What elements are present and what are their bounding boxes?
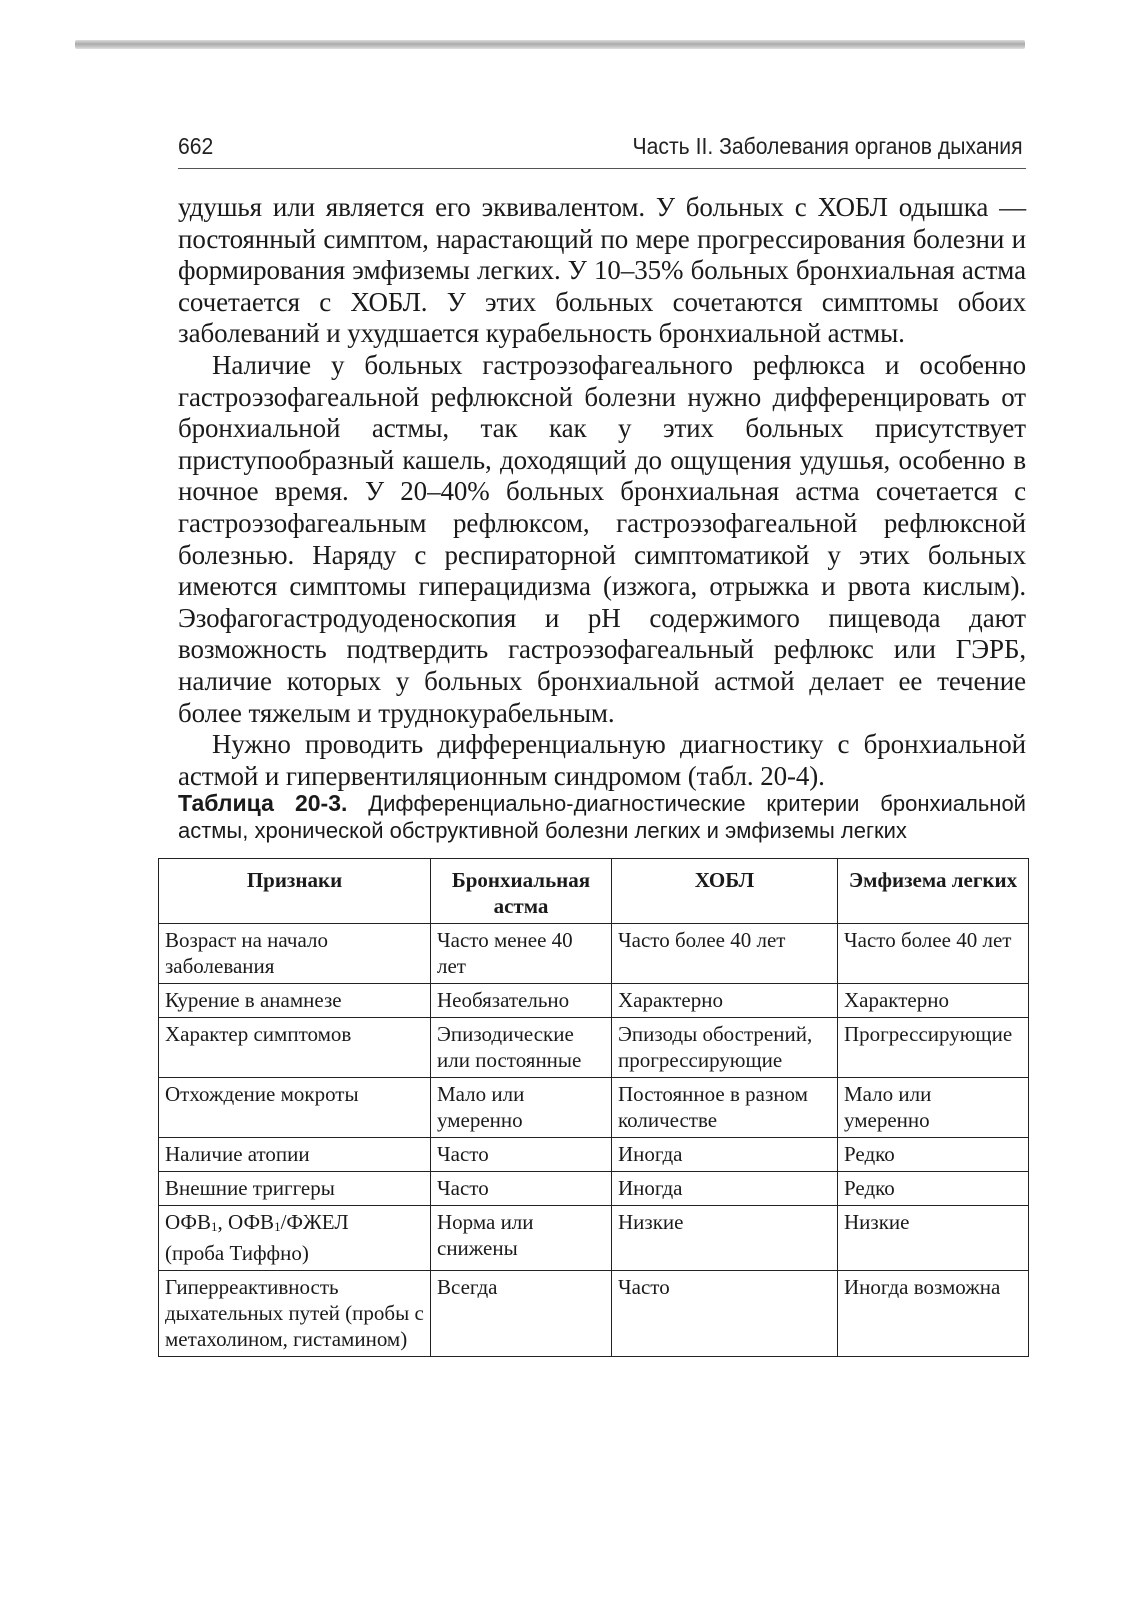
table-cell: Часто (431, 1138, 612, 1172)
paragraph-2: Наличие у больных гастроэзофагеального рефлюкса и особенно гастроэзофагеальной рефлюксной болезни нужно дифференцировать от бронхиальной астмы, так как у этих больных присутствует приступообразный кашель, доходящий до ощущения удушья, особенно в ночное время. У 20–40% больных бронхиальная астма сочетается с гастроэзофагеальным рефлюксом, гастроэзофагеальной рефлюксной болезнью. Наряду с респираторной симптоматикой у этих больных имеются симптомы гиперацидизма (изжога, отрыжка и рвота кислым). Эзофагогастродуоденоскопия и рН содержимого пищевода дают возможность подтвердить гастроэзофагеальный рефлюкс или ГЭРБ, наличие которых у больных бронхиальной астмой делает ее течение более тяжелым и труднокурабельным. (178, 349, 1026, 728)
header-cell: Эмфизема легких (838, 859, 1029, 924)
fev-subscript: 1 (211, 1219, 218, 1234)
table-cell: Характер симптомов (159, 1018, 431, 1078)
fev-ratio-subscript: 1 (274, 1219, 281, 1234)
criteria-table (158, 858, 1029, 1357)
table-row (159, 984, 1029, 1018)
table-cell: Курение в анамнезе (159, 984, 431, 1018)
table-cell: Гиперреактивность дыхательных путей (пробы с метахолином, гистамином) (159, 1271, 431, 1357)
table-caption-text: Дифференциально-диагностические критерии бронхиальной астмы, хронической обструктивной болезни легких и эмфиземы легких (178, 791, 1026, 843)
paragraph-1: удушья или является его эквивалентом. У больных с ХОБЛ одышка — постоянный симптом, нарастающий по мере прогрессирования болезни и формирования эмфиземы легких. У 10–35% больных бронхиальная астма сочетается с ХОБЛ. У этих больных сочетаются симптомы обоих заболеваний и ухудшается курабельность бронхиальной астмы. (178, 192, 1026, 349)
table-cell: Возраст на начало заболевания (159, 924, 431, 984)
table-cell: Часто (431, 1172, 612, 1206)
table-cell: Отхождение мокроты (159, 1078, 431, 1138)
table-row (159, 1018, 1029, 1078)
table-cell: Наличие атопии (159, 1138, 431, 1172)
table-cell: Часто более 40 лет (838, 924, 1029, 984)
table-cell: Редко (838, 1172, 1029, 1206)
table-cell: Характерно (612, 984, 838, 1018)
header-cell: ХОБЛ (612, 859, 838, 924)
fev-test-name: (проба Тиффно) (165, 1241, 309, 1265)
header-rule (178, 168, 1026, 169)
table-cell: Характерно (838, 984, 1029, 1018)
page-number: 662 (178, 133, 214, 159)
table-cell: Иногда (612, 1138, 838, 1172)
table-cell: Постоянное в разном количестве (612, 1078, 838, 1138)
chapter-title: Часть II. Заболевания органов дыхания (632, 133, 1023, 159)
table-cell: Всегда (431, 1271, 612, 1357)
table-cell: Низкие (612, 1206, 838, 1271)
table-cell: Мало или умеренно (838, 1078, 1029, 1138)
header-cell: Признаки (159, 859, 431, 924)
body-text (178, 192, 1026, 792)
table-cell: Иногда (612, 1172, 838, 1206)
table-cell: Иногда возможна (838, 1271, 1029, 1357)
table-cell: Часто менее 40 лет (431, 924, 612, 984)
table-cell: Прогрессирующие (838, 1018, 1029, 1078)
header-cell: Бронхиальная астма (431, 859, 612, 924)
table-row (159, 1138, 1029, 1172)
scan-shadow-edge (75, 40, 1025, 49)
table-cell: Необязательно (431, 984, 612, 1018)
table-row (159, 924, 1029, 984)
fev-ratio-label: ОФВ (228, 1210, 275, 1234)
table-header-row (159, 859, 1029, 924)
table-cell: Внешние триггеры (159, 1172, 431, 1206)
table-row (159, 1078, 1029, 1138)
table-cell: Низкие (838, 1206, 1029, 1271)
fev-ratio-denominator: /ФЖЕЛ (280, 1210, 349, 1234)
table-cell: Эпизодические или постоянные (431, 1018, 612, 1078)
table-cell: Норма или снижены (431, 1206, 612, 1271)
table-cell: Часто более 40 лет (612, 924, 838, 984)
fev-cell (159, 1206, 431, 1271)
table-row (159, 1172, 1029, 1206)
paragraph-3: Нужно проводить дифференциальную диагностику с бронхиальной астмой и гипервентиляционным синдромом (табл. 20-4). (178, 729, 1026, 791)
table-cell: Редко (838, 1138, 1029, 1172)
table-cell: Мало или умеренно (431, 1078, 612, 1138)
table-caption-label: Таблица 20-3. (178, 790, 348, 816)
fev-label: ОФВ (165, 1210, 212, 1234)
table-row (159, 1271, 1029, 1357)
table-row (159, 1206, 1029, 1271)
fev-separator: , (217, 1210, 229, 1234)
table-caption (178, 790, 1026, 844)
running-head (178, 133, 1023, 160)
table-cell: Часто (612, 1271, 838, 1357)
table-cell: Эпизоды обострений, прогрессирующие (612, 1018, 838, 1078)
